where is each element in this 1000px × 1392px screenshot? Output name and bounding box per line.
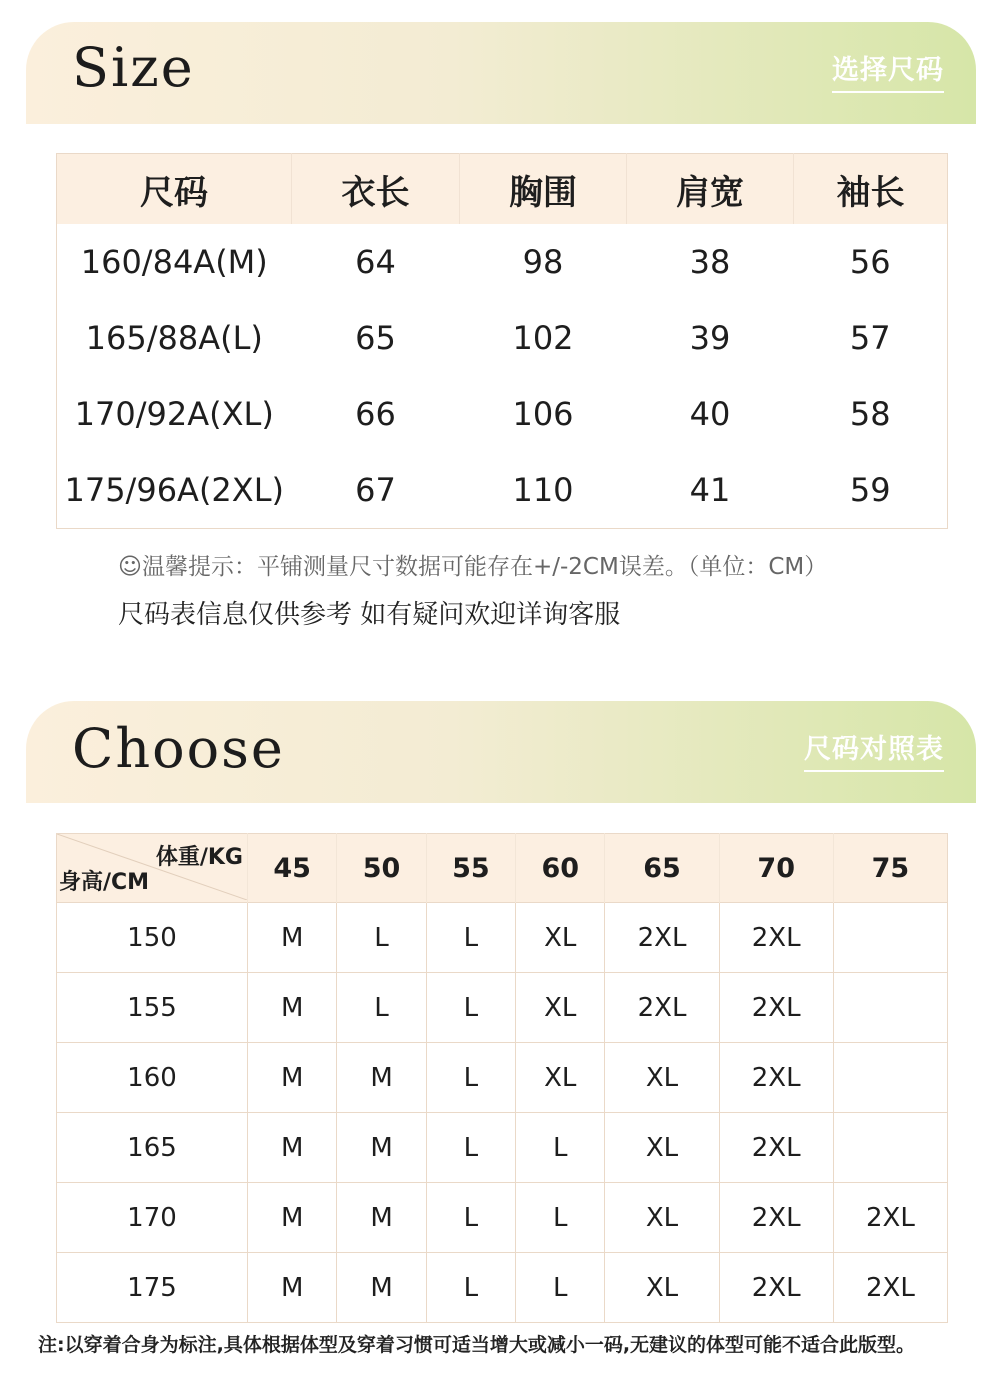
size-table-cell: 102 (512, 319, 574, 357)
recommended-size-cell: M (248, 903, 337, 973)
recommended-size-cell: L (516, 1183, 605, 1253)
recommended-size-cell: 2XL (719, 973, 833, 1043)
recommended-size-cell: M (248, 1183, 337, 1253)
size-table-cell: 67 (355, 471, 396, 509)
weight-header-cell: 75 (833, 834, 947, 903)
size-chart-tag: 尺码对照表 (804, 727, 944, 772)
weight-header-cell: 60 (516, 834, 605, 903)
recommended-size-cell: M (248, 1043, 337, 1113)
recommended-size-cell: L (426, 1253, 515, 1323)
height-row (57, 1183, 948, 1253)
size-table-cell: 57 (849, 319, 891, 357)
recommended-size-cell: M (337, 1253, 426, 1323)
weight-header-cell: 55 (426, 834, 515, 903)
recommended-size-cell: M (248, 1113, 337, 1183)
recommended-size-cell: L (337, 903, 426, 973)
size-table-cell: 165/88A(L) (85, 319, 263, 357)
recommended-size-cell: L (516, 1253, 605, 1323)
recommended-size-cell (833, 973, 947, 1043)
height-axis-label: 身高/CM (59, 870, 150, 895)
height-row (57, 903, 948, 973)
recommended-size-cell: 2XL (719, 1043, 833, 1113)
choose-banner (26, 701, 976, 803)
recommended-size-cell: M (337, 1043, 426, 1113)
recommended-size-cell: XL (605, 1253, 719, 1323)
recommended-size-cell: XL (605, 1043, 719, 1113)
recommended-size-cell: 2XL (719, 1183, 833, 1253)
size-table-header-row (57, 154, 948, 225)
recommended-size-cell: M (248, 973, 337, 1043)
recommended-size-cell: L (426, 973, 515, 1043)
weight-header-row (57, 834, 948, 903)
fit-footnote: 注:以穿着合身为标注,具体根据体型及穿着习惯可适当增大或减小一码,无建议的体型可能不适合此版型。 (38, 1334, 916, 1356)
size-table-cell: 66 (355, 395, 396, 433)
recommended-size-cell: XL (605, 1183, 719, 1253)
size-header-cell: 尺码 (57, 154, 292, 225)
choose-size-tag: 选择尺码 (832, 48, 944, 93)
recommended-size-cell: M (337, 1113, 426, 1183)
recommended-size-cell (833, 1043, 947, 1113)
recommended-size-cell (833, 1113, 947, 1183)
weight-header-cell: 45 (248, 834, 337, 903)
height-cell: 155 (57, 973, 248, 1043)
recommended-size-cell: L (426, 1113, 515, 1183)
weight-header-cell: 50 (337, 834, 426, 903)
recommended-size-cell: L (426, 1043, 515, 1113)
size-table-row (57, 300, 948, 376)
size-table-row (57, 224, 948, 300)
size-table-cell: 160/84A(M) (80, 243, 268, 281)
size-table (56, 153, 948, 529)
size-table-cell: 41 (689, 471, 731, 509)
height-cell: 165 (57, 1113, 248, 1183)
size-title: Size (72, 36, 195, 99)
recommended-size-cell (833, 903, 947, 973)
size-table-cell: 64 (355, 243, 396, 281)
size-table-cell: 59 (849, 471, 891, 509)
recommended-size-cell: XL (605, 1113, 719, 1183)
size-header-cell: 衣长 (292, 154, 460, 225)
recommended-size-cell: 2XL (833, 1183, 947, 1253)
height-row (57, 1113, 948, 1183)
reference-disclaimer: 尺码表信息仅供参考 如有疑问欢迎详询客服 (118, 600, 621, 630)
recommended-size-cell: 2XL (719, 1113, 833, 1183)
recommended-size-cell: M (248, 1253, 337, 1323)
size-header-cell: 袖长 (794, 154, 948, 225)
size-header-cell: 胸围 (460, 154, 627, 225)
height-cell: 170 (57, 1183, 248, 1253)
size-table-row (57, 452, 948, 529)
recommended-size-cell: L (426, 1183, 515, 1253)
height-cell: 150 (57, 903, 248, 973)
size-table-cell: 38 (689, 243, 731, 281)
recommended-size-cell: 2XL (833, 1253, 947, 1323)
measurement-tip: ☺温馨提示：平铺测量尺寸数据可能存在+/-2CM误差。（单位：CM） (118, 554, 828, 580)
size-table-row (57, 376, 948, 452)
weight-axis-label: 体重/KG (155, 845, 243, 870)
recommended-size-cell: 2XL (719, 903, 833, 973)
size-header-cell: 肩宽 (627, 154, 794, 225)
height-cell: 175 (57, 1253, 248, 1323)
recommended-size-cell: M (337, 1183, 426, 1253)
size-table-cell: 39 (689, 319, 731, 357)
size-banner (26, 22, 976, 124)
size-table-cell: 106 (512, 395, 574, 433)
size-table-cell: 58 (849, 395, 891, 433)
recommended-size-cell: 2XL (605, 903, 719, 973)
size-table-cell: 98 (522, 243, 564, 281)
height-cell: 160 (57, 1043, 248, 1113)
choose-title: Choose (72, 717, 285, 780)
size-recommendation-table (56, 833, 948, 1323)
size-table-cell: 175/96A(2XL) (64, 471, 285, 509)
recommended-size-cell: XL (516, 1043, 605, 1113)
size-table-cell: 170/92A(XL) (74, 395, 274, 433)
size-table-cell: 110 (512, 471, 574, 509)
size-table-cell: 40 (689, 395, 731, 433)
recommended-size-cell: L (516, 1113, 605, 1183)
height-row (57, 1253, 948, 1323)
size-table-cell: 65 (355, 319, 396, 357)
recommended-size-cell: XL (516, 903, 605, 973)
recommended-size-cell: 2XL (719, 1253, 833, 1323)
recommended-size-cell: 2XL (605, 973, 719, 1043)
corner-header-cell (57, 834, 248, 903)
weight-header-cell: 70 (719, 834, 833, 903)
recommended-size-cell: L (337, 973, 426, 1043)
weight-header-cell: 65 (605, 834, 719, 903)
height-row (57, 973, 948, 1043)
recommended-size-cell: L (426, 903, 515, 973)
size-table-cell: 56 (849, 243, 891, 281)
recommended-size-cell: XL (516, 973, 605, 1043)
height-row (57, 1043, 948, 1113)
